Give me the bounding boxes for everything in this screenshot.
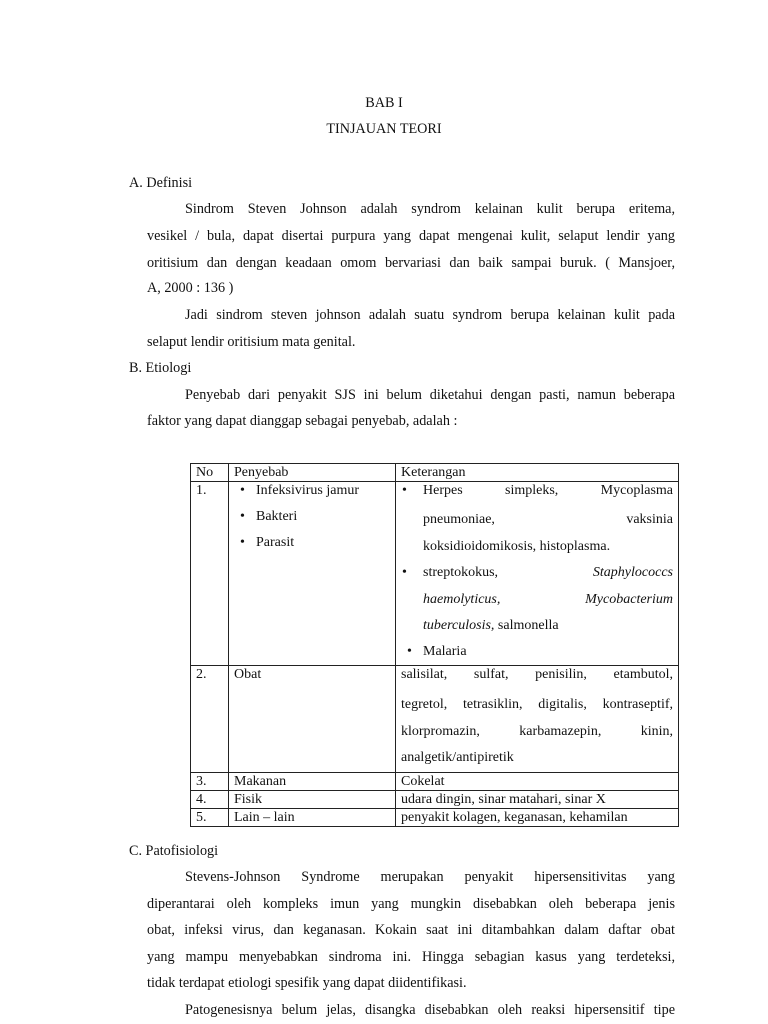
table-row [191, 482, 679, 666]
row-causes [229, 482, 396, 666]
description-line: • Herpes simpleks, Mycoplasma [423, 483, 673, 498]
row-cause: Obat [229, 666, 396, 773]
description-species: Mycobacterium [585, 591, 673, 607]
section-c-p1-line: yang mampu menyebabkan sindroma ini. Hingga sebagian kasus yang terdeteksi, [147, 949, 675, 965]
header-description: Keterangan [396, 464, 679, 482]
row-description: penyakit kolagen, keganasan, kehamilan [396, 808, 679, 826]
row-description: udara dingin, sinar matahari, sinar X [396, 790, 679, 808]
section-a-p1-line: oritisium dan dengan keadaan omom bervariasi dan baik sampai buruk. ( Mansjoer, [147, 255, 675, 271]
section-b-heading: B. Etiologi [129, 360, 192, 376]
section-a-p1-line: A, 2000 : 136 ) [147, 280, 234, 296]
section-a-heading: A. Definisi [129, 175, 193, 191]
description-species: haemolyticus, [423, 591, 501, 607]
row-number: 2. [191, 666, 229, 773]
description-line: tegretol, tetrasiklin, digitalis, kontraseptif, [401, 697, 673, 712]
row-description [396, 482, 679, 666]
chapter-label: BAB I [365, 95, 403, 111]
cause-item: • Parasit [234, 534, 390, 551]
description-item: • Malaria [401, 639, 673, 666]
row-cause: Fisik [229, 790, 396, 808]
row-number: 1. [191, 482, 229, 666]
table-row [191, 790, 679, 808]
description-line: klorpromazin, karbamazepin, kinin, [401, 723, 673, 739]
description-text: streptokokus, [423, 565, 499, 580]
section-a-p1-line: Sindrom Steven Johnson adalah syndrom kelainan kulit berupa eritema, [185, 201, 675, 217]
section-c-p1-line: obat, infeksi virus, dan keganasan. Kokain saat ini ditambahkan dalam daftar obat [147, 922, 675, 938]
section-a-p1-line: vesikel / bula, dapat disertai purpura yang dapat mengenai kulit, selaput lendir yang [147, 228, 675, 244]
section-c-p1-line: Stevens-Johnson Syndrome merupakan penyakit hipersensitivitas yang [185, 869, 675, 885]
section-c-p1-line: tidak terdapat etiologi spesifik yang dapat diidentifikasi. [147, 975, 467, 991]
row-cause: Makanan [229, 772, 396, 790]
table-row [191, 772, 679, 790]
description-line: analgetik/antipiretik [401, 750, 514, 765]
row-number: 5. [191, 808, 229, 826]
row-number: 4. [191, 790, 229, 808]
section-b-p1-line: Penyebab dari penyakit SJS ini belum diketahui dengan pasti, namun beberapa [185, 387, 675, 403]
description-item [401, 482, 673, 508]
section-c-heading: C. Patofisiologi [129, 843, 219, 859]
description-species: Staphylococcs [592, 565, 673, 580]
section-a-p2-line: selaput lendir oritisium mata genital. [147, 334, 356, 350]
table-header-row [191, 464, 679, 482]
row-description [396, 666, 679, 773]
section-c-p2-line: Patogenesisnya belum jelas, disangka disebabkan oleh reaksi hipersensitif tipe [185, 1002, 675, 1018]
description-line: pneumoniae, vaksinia [423, 512, 673, 527]
chapter-title: TINJAUAN TEORI [326, 121, 442, 137]
description-species: tuberculosis, [423, 618, 495, 633]
description-text: salmonella [494, 618, 559, 633]
description-item [401, 560, 673, 587]
table-row [191, 666, 679, 773]
row-description: Cokelat [396, 772, 679, 790]
section-b-p1-line: faktor yang dapat dianggap sebagai penyebab, adalah : [147, 413, 458, 429]
header-cause: Penyebab [229, 464, 396, 482]
table-row [191, 808, 679, 826]
section-a-p2-line: Jadi sindrom steven johnson adalah suatu syndrom berupa kelainan kulit pada [185, 307, 675, 323]
section-c-p1-line: diperantarai oleh kompleks imun yang mungkin disebabkan oleh beberapa jenis [147, 896, 675, 912]
cause-item: • Infeksivirus jamur [234, 482, 390, 499]
row-cause: Lain – lain [229, 808, 396, 826]
cause-item: • Bakteri [234, 508, 390, 525]
row-number: 3. [191, 772, 229, 790]
header-no: No [191, 464, 229, 482]
description-line: salisilat, sulfat, penisilin, etambutol, [401, 667, 673, 682]
description-line: koksidioidomikosis, histoplasma. [423, 538, 611, 554]
etiology-table [190, 463, 679, 827]
